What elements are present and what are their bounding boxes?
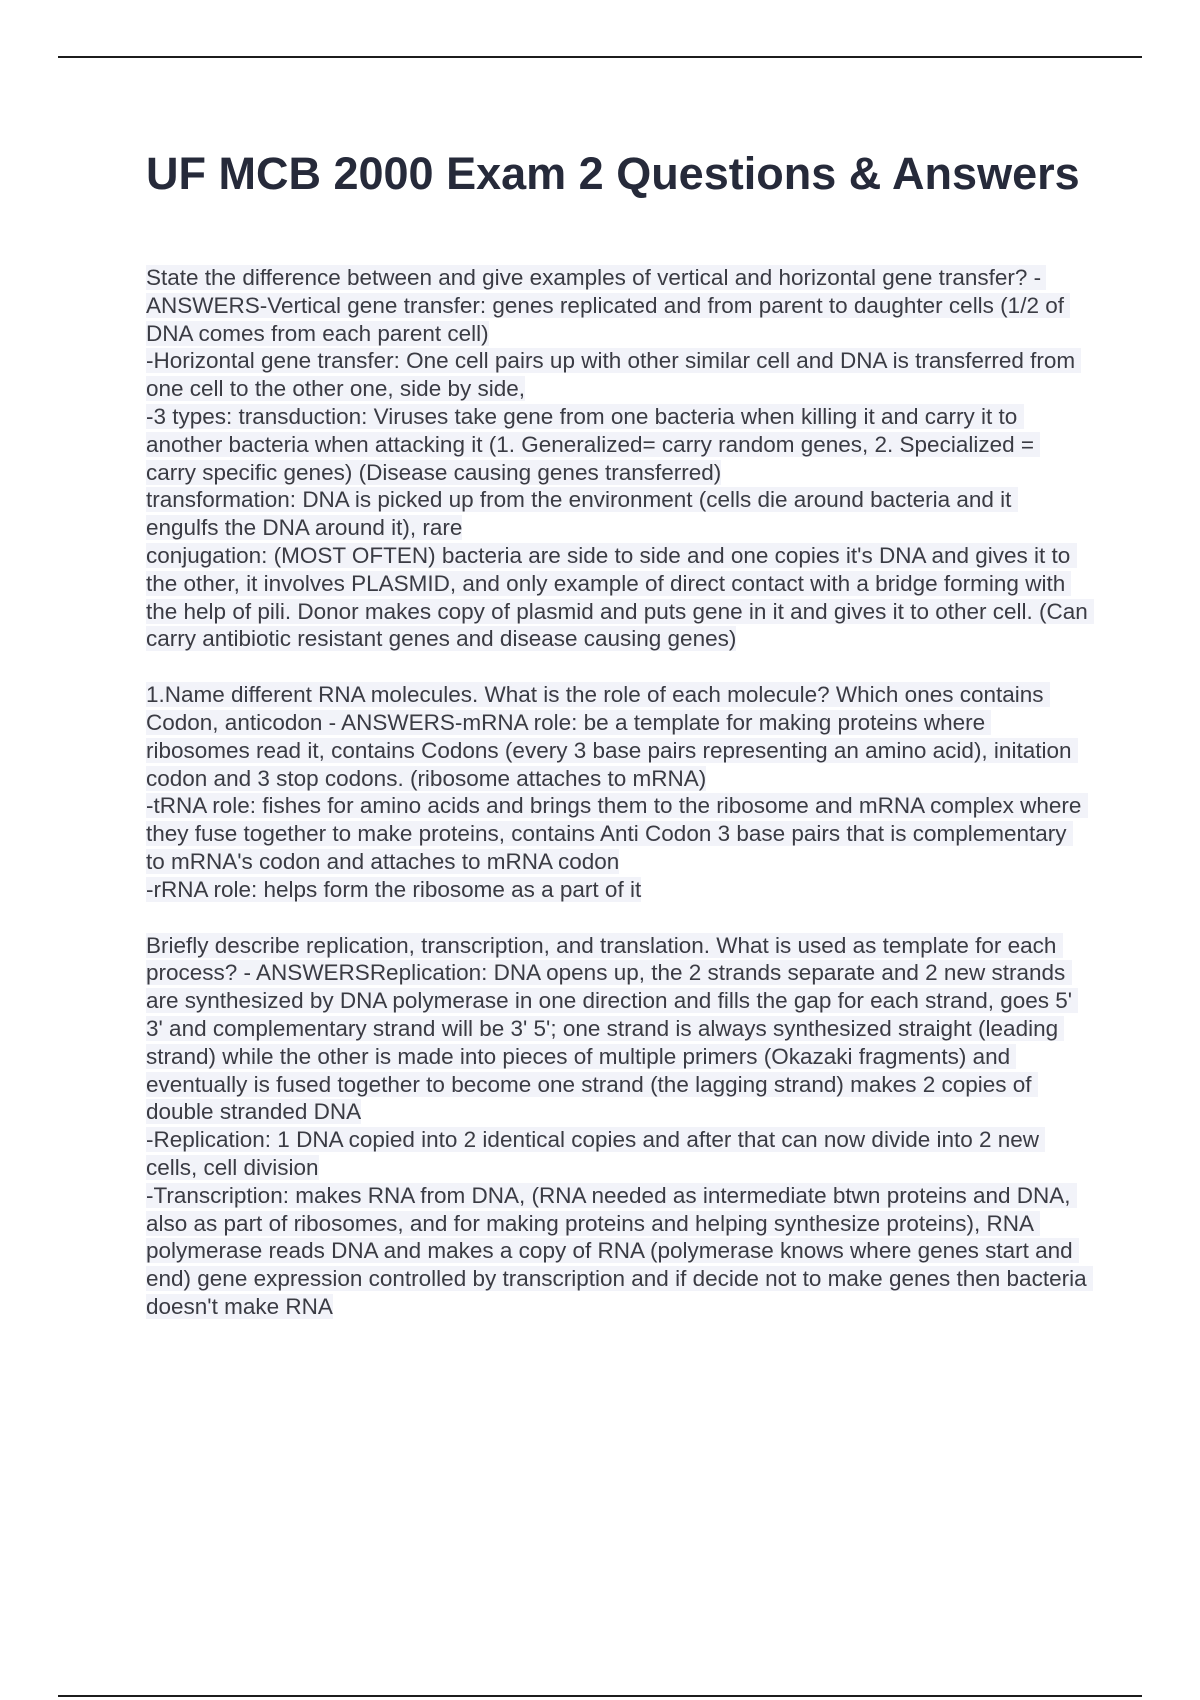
qa-rna-molecules [146, 681, 1090, 903]
paragraph-line: -Replication: 1 DNA copied into 2 identical copies and after that can now divide into 2 new cells, cell division [146, 1127, 1046, 1180]
qa-gene-transfer [146, 264, 1095, 653]
paragraph-line: transformation: DNA is picked up from the environment (cells die around bacteria and it engulfs the DNA around it), rare [146, 487, 1018, 541]
paragraph-line: 1.Name different RNA molecules. What is the role of each molecule? Which ones contains Codon, anticodon - ANSWERS-mRNA role: be a template for making proteins where ribosomes read it, contains Codons (every 3 base pairs representing an amino acid), initation codon and 3 stop codons. (ribosome attaches to mRNA) [146, 682, 1078, 791]
bottom-divider [58, 1695, 1142, 1697]
paragraph-line: -rRNA role: helps form the ribosome as a part of it [146, 876, 642, 902]
paragraph-line: State the difference between and give examples of vertical and horizontal gene transfer? - ANSWERS-Vertical gene transfer: genes replicated and from parent to daughter cells (1/2 of DNA comes from each parent cell) [146, 265, 1071, 346]
qa-replication-transcription [146, 932, 1093, 1321]
paragraph-line: Briefly describe replication, transcription, and translation. What is used as template for each process? - ANSWERSReplication: DNA opens up, the 2 strands separate and 2 new strands are synthesized by DNA polymerase in one direction and fills the gap for each strand, goes 5' 3' and complementary strand will be 3' 5'; one strand is always synthesized straight (leading strand) while the other is made into pieces of multiple primers (Okazaki fragments) and eventually is fused together to become one strand (the lagging strand) makes 2 copies of double stranded DNA [146, 932, 1079, 1125]
paragraph-line: -tRNA role: fishes for amino acids and brings them to the ribosome and mRNA complex where they fuse together to make proteins, contains Anti Codon 3 base pairs that is complementary to mRNA's codon and attaches to mRNA codon [146, 793, 1088, 874]
paragraph-line: -3 types: transduction: Viruses take gene from one bacteria when killing it and carry it to another bacteria when attacking it (1. Generalized= carry random genes, 2. Specialized = carry specific genes) (Disease causing genes transferred) [146, 403, 1041, 485]
document-body [146, 264, 1095, 1321]
document-title: UF MCB 2000 Exam 2 Questions & Answers [146, 148, 1080, 199]
top-divider [58, 56, 1142, 58]
paragraph-line: conjugation: (MOST OFTEN) bacteria are side to side and one copies it's DNA and gives it to the other, it involves PLASMID, and only example of direct contact with a bridge forming with the help of pili. Donor makes copy of plasmid and puts gene in it and gives it to other cell. (Can carry antibiotic resistant genes and disease causing genes) [146, 542, 1095, 652]
document-page [146, 146, 1095, 1349]
paragraph-line: -Transcription: makes RNA from DNA, (RNA needed as intermediate btwn proteins and DNA, also as part of ribosomes, and for making proteins and helping synthesize proteins), RNA polymerase reads DNA and makes a copy of RNA (polymerase knows where genes start and end) gene expression controlled by transcription and if decide not to make genes then bacteria doesn't make RNA [146, 1182, 1093, 1319]
paragraph-line: -Horizontal gene transfer: One cell pairs up with other similar cell and DNA is transferred from one cell to the other one, side by side, [146, 348, 1082, 402]
